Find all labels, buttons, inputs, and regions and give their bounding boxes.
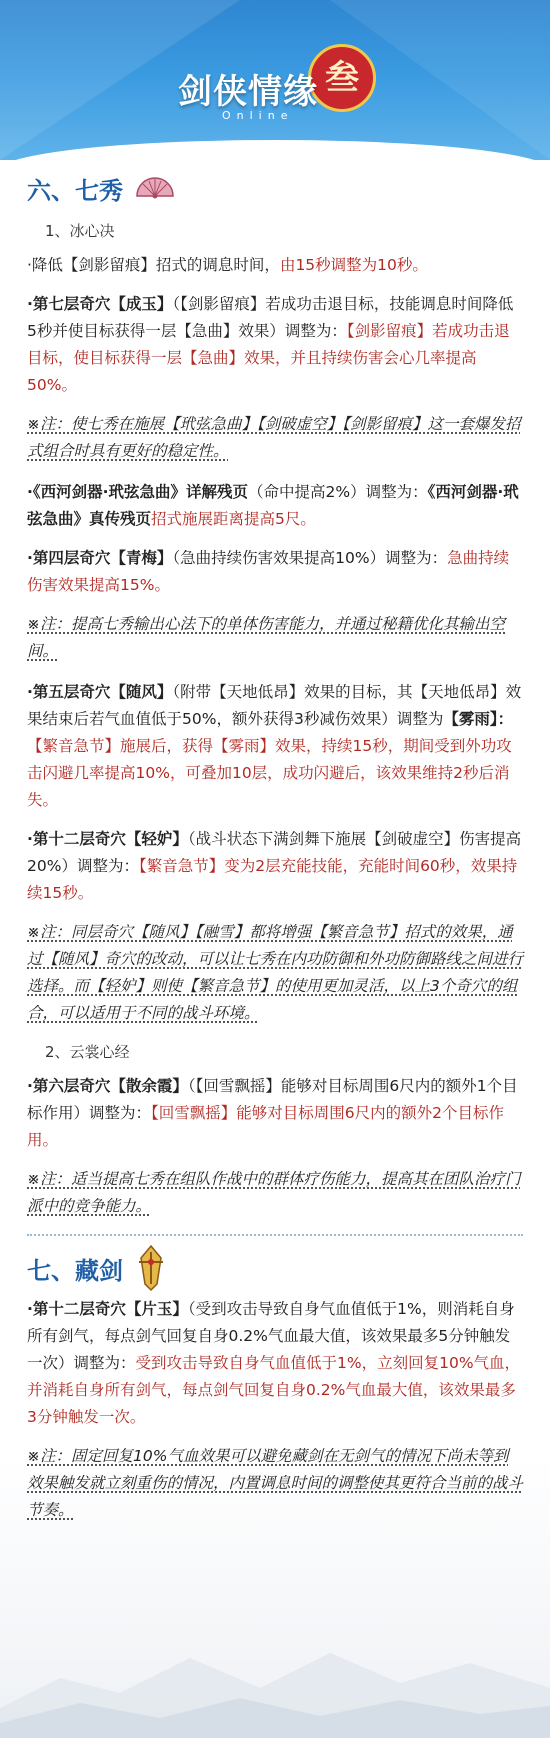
- change-item: ·第十二层奇穴【片玉】（受到攻击导致自身气血值低于1%，则消耗自身所有剑气，每点剑气回复自身0.2%气血最大值，该效果最多5分钟触发一次）调整为：受到攻击导致自身气血值低于1%，立刻回复10%气血，并消耗自身所有剑气，每点剑气回复自身0.2%气血最大值，该效果最多3分钟触发一次。: [27, 1300, 521, 1426]
- change-item: ·第五层奇穴【随风】（附带【天地低昂】效果的目标，其【天地低昂】效果结束后若气血值低于50%，额外获得3秒减伤效果）调整为【雾雨】：【繁音急节】施展后，获得【雾雨】效果，持续15秒，期间受到外功攻击闪避几率提高10%，可叠加10层，成功闪避后，该效果维持2秒后消失。: [27, 683, 522, 809]
- change-item: ·《西河剑器·玳弦急曲》详解残页（命中提高2%）调整为：《西河剑器·玳弦急曲》真传残页招式施展距离提高5尺。: [27, 483, 519, 528]
- change-item: ·第四层奇穴【青梅】（急曲持续伤害效果提高10%）调整为：急曲持续伤害效果提高15%。: [27, 549, 510, 594]
- article-body: [0, 160, 550, 1738]
- logo-emblem: 叁: [308, 44, 376, 112]
- note: ※注：同层奇穴【随风】【融雪】都将增强【繁音急节】招式的效果，通过【随风】奇穴的改动，可以让七秀在内功防御和外功防御路线之间进行选择。而【轻妒】则使【繁音急节】的使用更加灵活，以上3个奇穴的组合，可以适用于不同的战斗环境。: [27, 923, 524, 1022]
- change-item: ·第七层奇穴【成玉】（【剑影留痕】若成功击退目标，技能调息时间降低5秒并使目标获得一层【急曲】效果）调整为：【剑影留痕】若成功击退目标，使目标获得一层【急曲】效果，并且持续伤害会心几率提高50%。: [27, 295, 514, 394]
- section-title: 七、藏剑: [27, 1256, 123, 1285]
- note: ※注：适当提高七秀在组队作战中的群体疗伤能力，提高其在团队治疗门派中的竞争能力。: [27, 1170, 521, 1215]
- change-item: ·第六层奇穴【散余霞】（【回雪飘摇】能够对目标周围6尺内的额外1个目标作用）调整为：【回雪飘摇】能够对目标周围6尺内的额外2个目标作用。: [27, 1077, 518, 1149]
- fan-icon: [135, 176, 175, 200]
- logo-subtitle: Online: [222, 109, 294, 122]
- sword-emblem-icon: [135, 1244, 167, 1292]
- section-header-qixiu: [27, 160, 523, 216]
- section-header-cangjian: [27, 1240, 523, 1296]
- section-title: 六、七秀: [27, 176, 123, 205]
- game-logo: [178, 30, 374, 128]
- subsection-bingxin: 1、冰心决: [45, 222, 115, 240]
- section-divider: [27, 1234, 523, 1236]
- subsection-yunshang: 2、云裳心经: [45, 1043, 130, 1061]
- change-item: ·第十二层奇穴【轻妒】（战斗状态下满剑舞下施展【剑破虚空】伤害提高20%）调整为：【繁音急节】变为2层充能技能，充能时间60秒，效果持续15秒。: [27, 830, 522, 902]
- note: ※注：固定回复10%气血效果可以避免藏剑在无剑气的情况下尚未等到效果触发就立刻重伤的情况，内置调息时间的调整使其更符合当前的战斗节奏。: [27, 1447, 524, 1519]
- footer-architecture-decoration: [0, 1558, 550, 1738]
- logo-title: 剑侠情缘: [178, 72, 318, 112]
- banner: [0, 0, 550, 160]
- note: ※注：提高七秀输出心法下的单体伤害能力，并通过秘籍优化其输出空间。: [27, 615, 505, 660]
- change-item: ·降低【剑影留痕】招式的调息时间，由15秒调整为10秒。: [27, 256, 428, 274]
- note: ※注：使七秀在施展【玳弦急曲】【剑破虚空】【剑影留痕】这一套爆发招式组合时具有更好的稳定性。: [27, 415, 521, 460]
